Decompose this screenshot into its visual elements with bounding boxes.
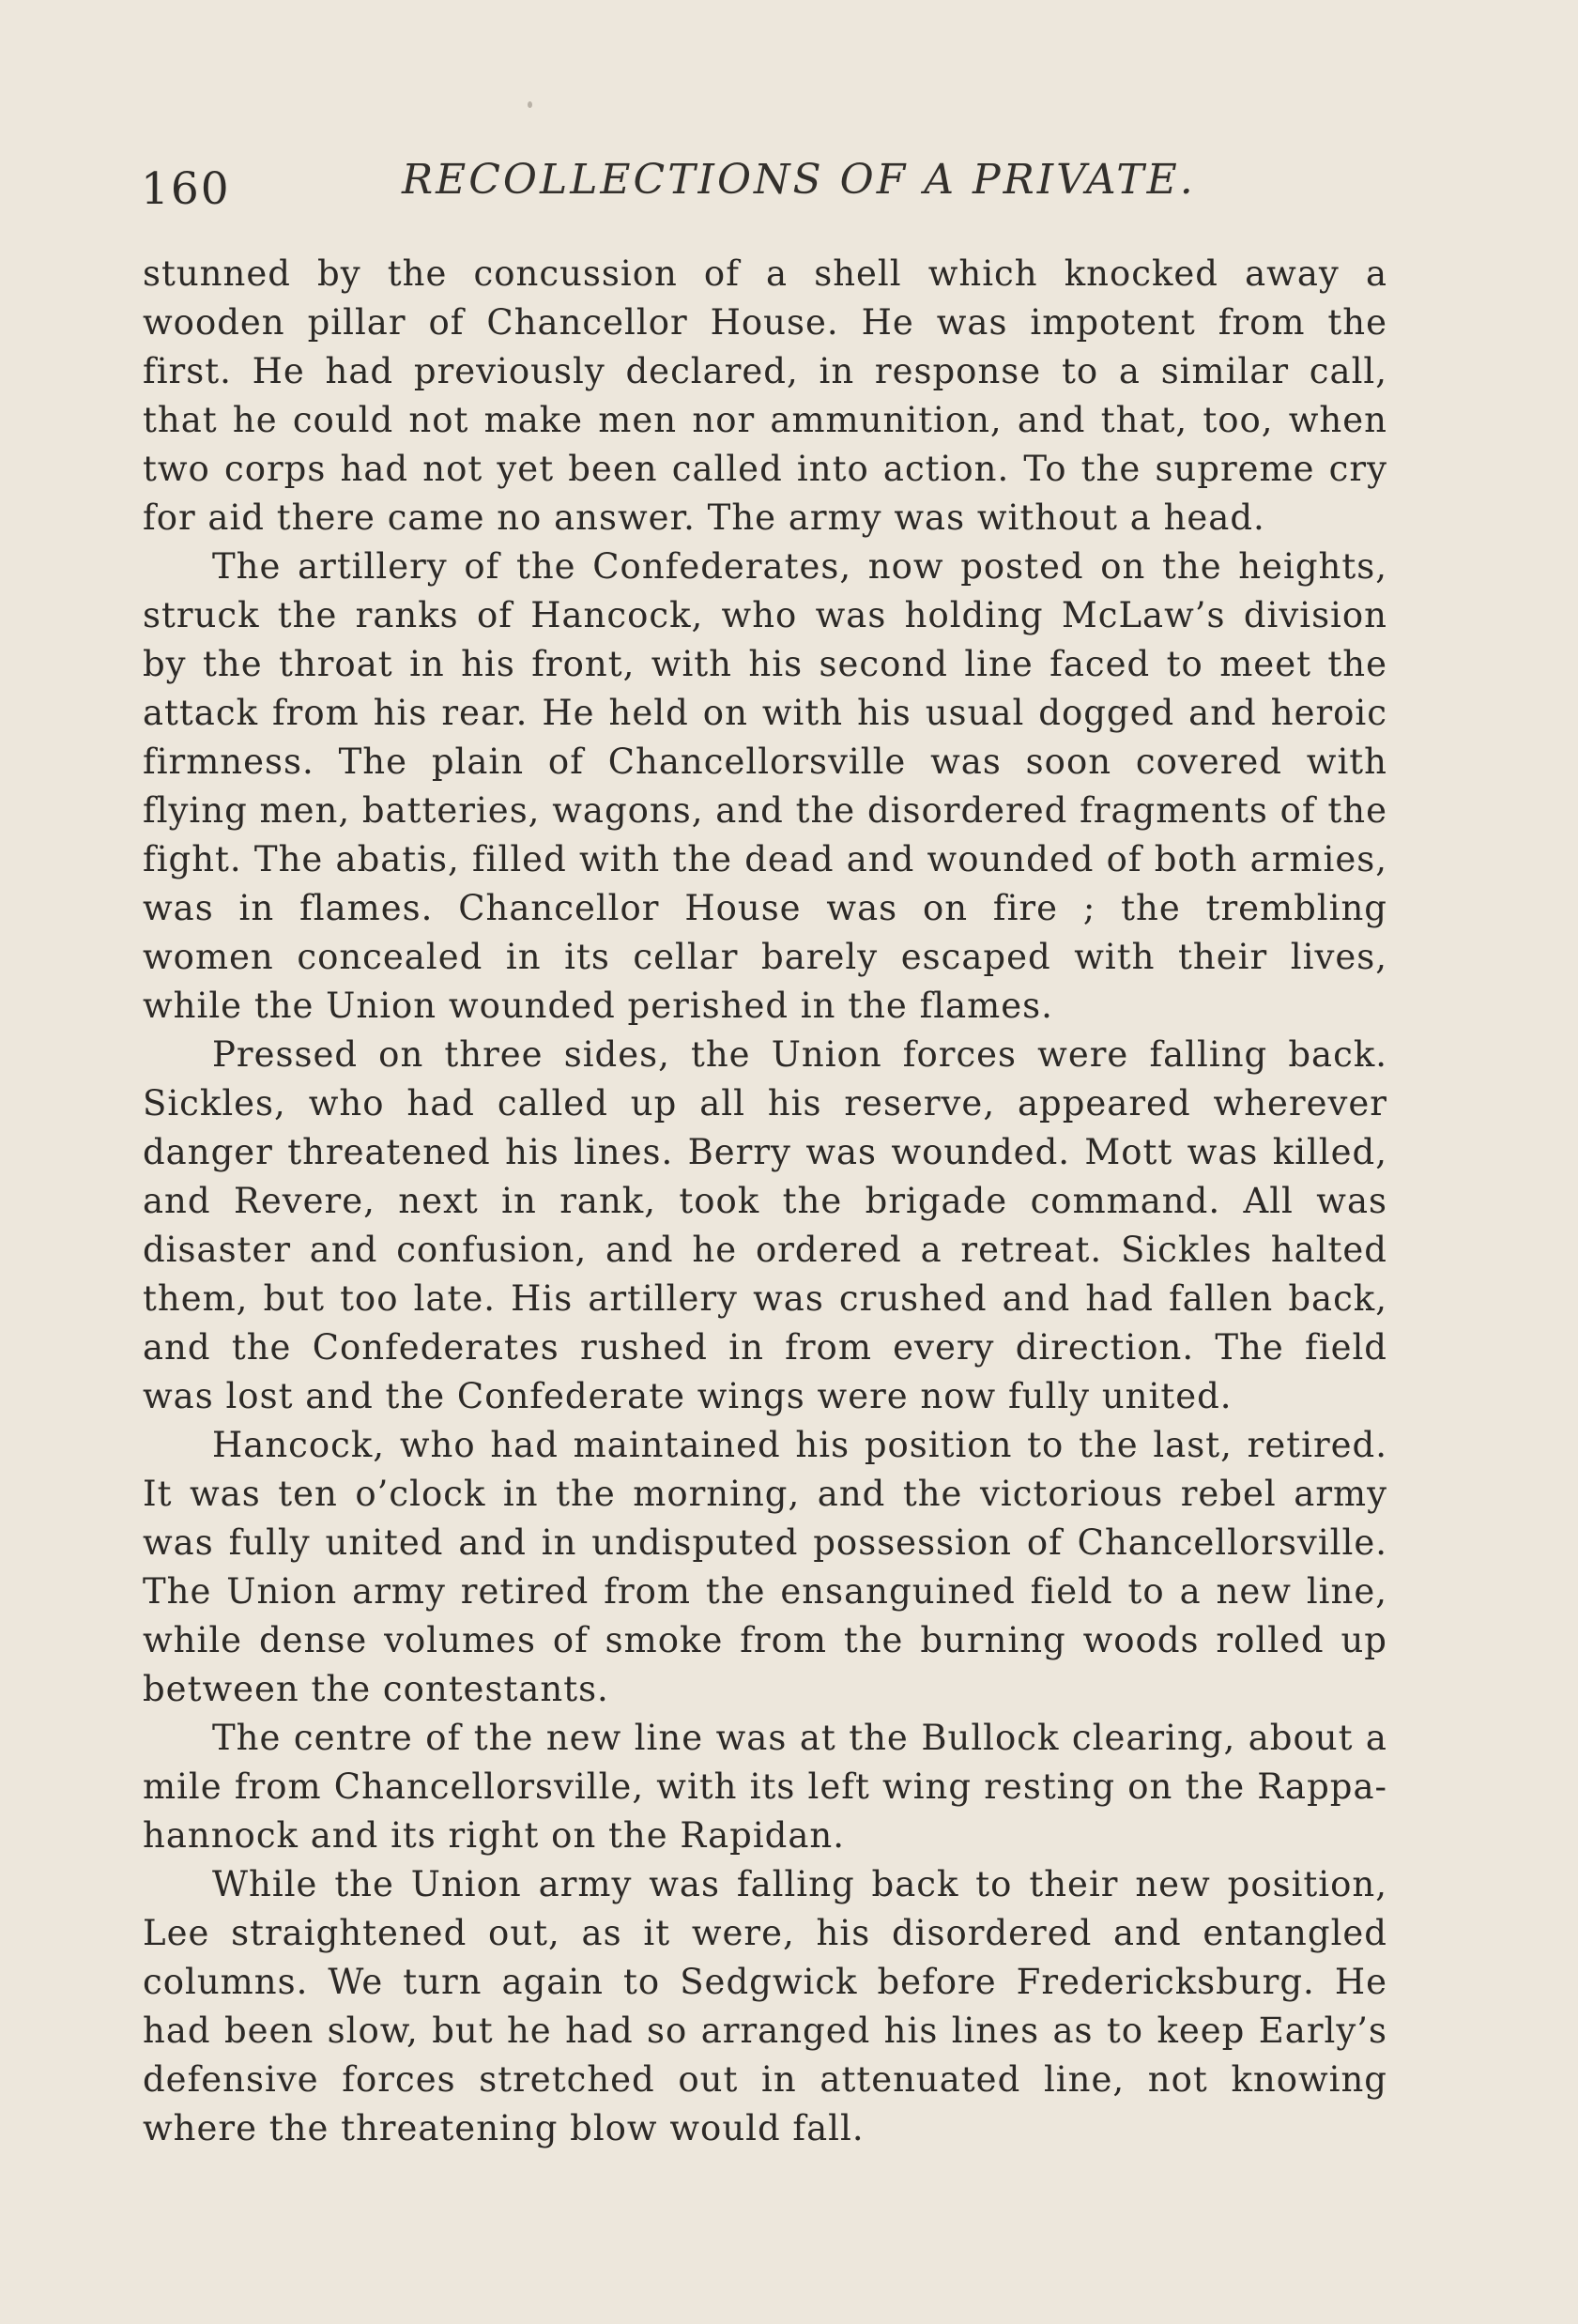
running-head: RECOLLECTIONS OF A PRIVATE. <box>402 156 1196 204</box>
paragraph: The artillery of the Confederates, now posted on the heights, struck the ranks of Hancock, who was holding McLaw’s division by the throat in his front, with his second line faced to meet the attack from his rear. He held on with his usual dogged and heroic firmness. The plain of Chancellorsville was soon covered with flying men, batteries, wagons, and the disordered fragments of the fight. The abatis, filled with the dead and wounded of both armies, was in flames. Chancellor House was on fire ; the trembling women concealed in its cellar barely escaped with their lives, while the Union wounded perished in the flames. <box>143 546 1387 1026</box>
paper-speck <box>528 101 532 108</box>
page-header <box>141 150 1389 216</box>
paragraph: Hancock, who had maintained his position to the last, retired. It was ten o’clock in the morning, and the victorious rebel army was fully united and in undisputed possession of Chancellorsville. The Union army retired from the ensanguined field to a new line, while dense volumes of smoke from the burning woods rolled up between the contestants. <box>143 1425 1387 1709</box>
body-text <box>143 250 1387 2153</box>
paragraph: Pressed on three sides, the Union forces were falling back. Sickles, who had called up all his reserve, appeared wherever danger threatened his lines. Berry was wounded. Mott was killed, and Revere, next in rank, took the brigade command. All was disaster and confusion, and he ordered a retreat. Sickles halted them, but too late. His artillery was crushed and had fallen back, and the Confederates rushed in from every direction. The field was lost and the Confederate wings were now fully united. <box>143 1034 1387 1416</box>
page-number: 160 <box>141 163 231 215</box>
paragraph: The centre of the new line was at the Bullock clearing, about a mile from Chancellorsville, with its left wing resting on the Rappa-hannock and its right on the Rapidan. <box>143 1718 1387 1856</box>
paragraph-continued: stunned by the concussion of a shell which knocked away a wooden pillar of Chancellor House. He was impotent from the first. He had previously declared, in response to a similar call, that he could not make men nor ammunition, and that, too, when two corps had not yet been called into action. To the supreme cry for aid there came no answer. The army was without a head. <box>143 253 1387 538</box>
paragraph: While the Union army was falling back to their new position, Lee straightened out, as it were, his disordered and entangled columns. We turn again to Sedgwick before Fredericksburg. He had been slow, but he had so arranged his lines as to keep Early’s defensive forces stretched out in attenuated line, not knowing where the threatening blow would fall. <box>143 1864 1387 2148</box>
